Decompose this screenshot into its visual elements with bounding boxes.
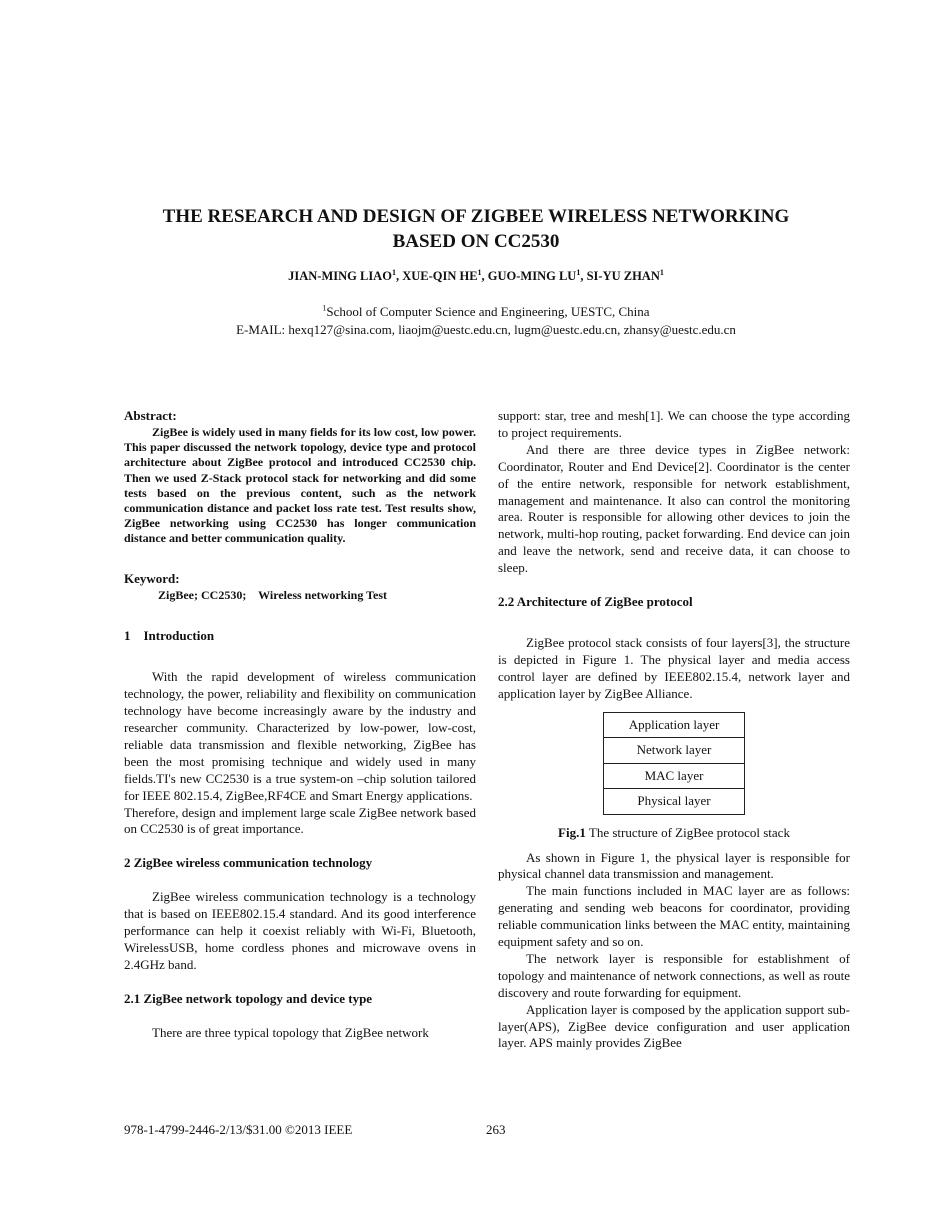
- intro-paragraph-2: Therefore, design and implement large scale ZigBee network based on CC2530 is of great importance.: [124, 804, 476, 837]
- affiliation: [100, 303, 872, 321]
- section-2-2-heading: 2.2 Architecture of ZigBee protocol: [498, 594, 693, 610]
- figure-label: Fig.1: [558, 824, 586, 840]
- affiliation-text: School of Computer Science and Engineering, UESTC, China: [326, 304, 650, 319]
- title-line-2: BASED ON CC2530: [392, 231, 560, 252]
- figure-caption: [498, 825, 850, 842]
- author-sup: 1: [477, 267, 482, 277]
- stack-layer-physical: Physical layer: [604, 788, 744, 814]
- email-line: E-MAIL: hexq127@sina.com, liaojm@uestc.edu.cn, lugm@uestc.edu.cn, zhansy@uestc.edu.cn: [236, 322, 736, 337]
- author-sup: 1: [391, 267, 396, 277]
- protocol-stack-figure: [603, 712, 745, 815]
- intro-paragraph-1: With the rapid development of wireless communication technology, the power, reliability and flexibility on communication technology have become increasingly aware by the industry and researcher community. Characterized by low-power, low-cost, reliable data transmission and flexible networking, ZigBee has been the most promising technique and widely used in many fields.TI's new CC2530 is a true system-on –chip solution tailored for IEEE 802.15.4, ZigBee,RF4CE and Smart Energy applications.: [124, 669, 476, 803]
- footer-isbn: 978-1-4799-2446-2/13/$31.00 ©2013 IEEE: [124, 1122, 353, 1137]
- stack-layer-mac: MAC layer: [604, 763, 744, 789]
- keyword-body: ZigBee; CC2530; Wireless networking Test: [158, 588, 388, 603]
- author-name: JIAN-MING LIAO: [288, 269, 392, 283]
- topology-paragraph: support: star, tree and mesh[1]. We can choose the type according to project requirements.: [498, 408, 850, 440]
- stack-layer-application: Application layer: [628, 716, 720, 732]
- paper-title: [100, 204, 852, 254]
- figure-caption-text: The structure of ZigBee protocol stack: [585, 824, 790, 840]
- device-types-paragraph: And there are three device types in ZigBee network: Coordinator, Router and End Device[2]. Coordinator is the center of the entire network, responsible for network establishment, management and maintenance. It also can control the monitoring area. Router is responsible for allowing other devices to join the network, multi-hop routing, packet forwarding. End device can join and leave the network, send and receive data, it can choose to sleep.: [498, 441, 850, 576]
- right-column: [498, 408, 850, 1052]
- mac-layer-paragraph: The main functions included in MAC layer are as follows: generating and sending web beacons for coordinator, providing reliable communication links between the MAC entity, maintaining equipment safety and so on.: [498, 883, 850, 950]
- protocol-stack-paragraph: ZigBee protocol stack consists of four layers[3], the structure is depicted in Figure 1. The physical layer and media access control layer are defined by IEEE802.15.4, network layer and application layer by ZigBee Alliance.: [498, 634, 850, 701]
- abstract-heading: Abstract:: [124, 408, 177, 423]
- stack-layer-network: Network layer: [604, 737, 744, 763]
- title-line-1: THE RESEARCH AND DESIGN OF ZIGBEE WIRELESS NETWORKING: [162, 206, 790, 227]
- section-2-1-heading: 2.1 ZigBee network topology and device type: [124, 990, 373, 1006]
- affiliation-sup: 1: [322, 303, 327, 313]
- author-sup: 1: [576, 267, 581, 277]
- intro-heading: 1 Introduction: [124, 628, 215, 644]
- abstract-body: ZigBee is widely used in many fields for its low cost, low power. This paper discussed the network topology, device type and protocol architecture about ZigBee protocol and introduced CC2530 chip. Then we used Z-Stack protocol stack for networking and did some tests based on the previous content, such as the network communication distance and packet loss rate test. Test results show, ZigBee networking using CC2530 has longer communication distance and better communication quality.: [124, 424, 476, 546]
- keyword-heading: Keyword:: [124, 570, 180, 586]
- section-2-paragraph: ZigBee wireless communication technology is a technology that is based on IEEE802.15.4 standard. And its good interference performance can help it coexist reliably with Wi-Fi, Bluetooth, WirelessUSB, home cordless phones and microwave ovens in 2.4GHz band.: [124, 889, 476, 972]
- left-column: [124, 408, 476, 1042]
- author-list: JIAN-MING LIAO$^1$, XUE-QIN $HE^1$, GUO-MING $LU^1$, SI-YU ZHAN$^1$: [288, 267, 664, 283]
- page-number: 263: [486, 1122, 506, 1137]
- network-layer-paragraph: The network layer is responsible for establishment of topology and maintenance of network connections, as well as route discovery and route forwarding for equipment.: [498, 950, 850, 1000]
- author-sup: 1: [659, 267, 664, 277]
- affiliation-block: [100, 303, 872, 339]
- application-layer-paragraph: Application layer is composed by the application support sub-layer(APS), ZigBee device configuration and user application layer. APS mainly provides ZigBee: [498, 1001, 850, 1051]
- author-name: SI-YU ZHAN: [586, 269, 660, 283]
- physical-layer-paragraph: As shown in Figure 1, the physical layer is responsible for physical channel data transmission and management.: [498, 849, 850, 882]
- author-name: XUE-QIN HE: [402, 269, 478, 283]
- section-2-1-paragraph: There are three typical topology that ZigBee network: [152, 1024, 429, 1040]
- author-name: GUO-MING LU: [487, 269, 577, 283]
- section-2-heading: 2 ZigBee wireless communication technology: [124, 855, 373, 871]
